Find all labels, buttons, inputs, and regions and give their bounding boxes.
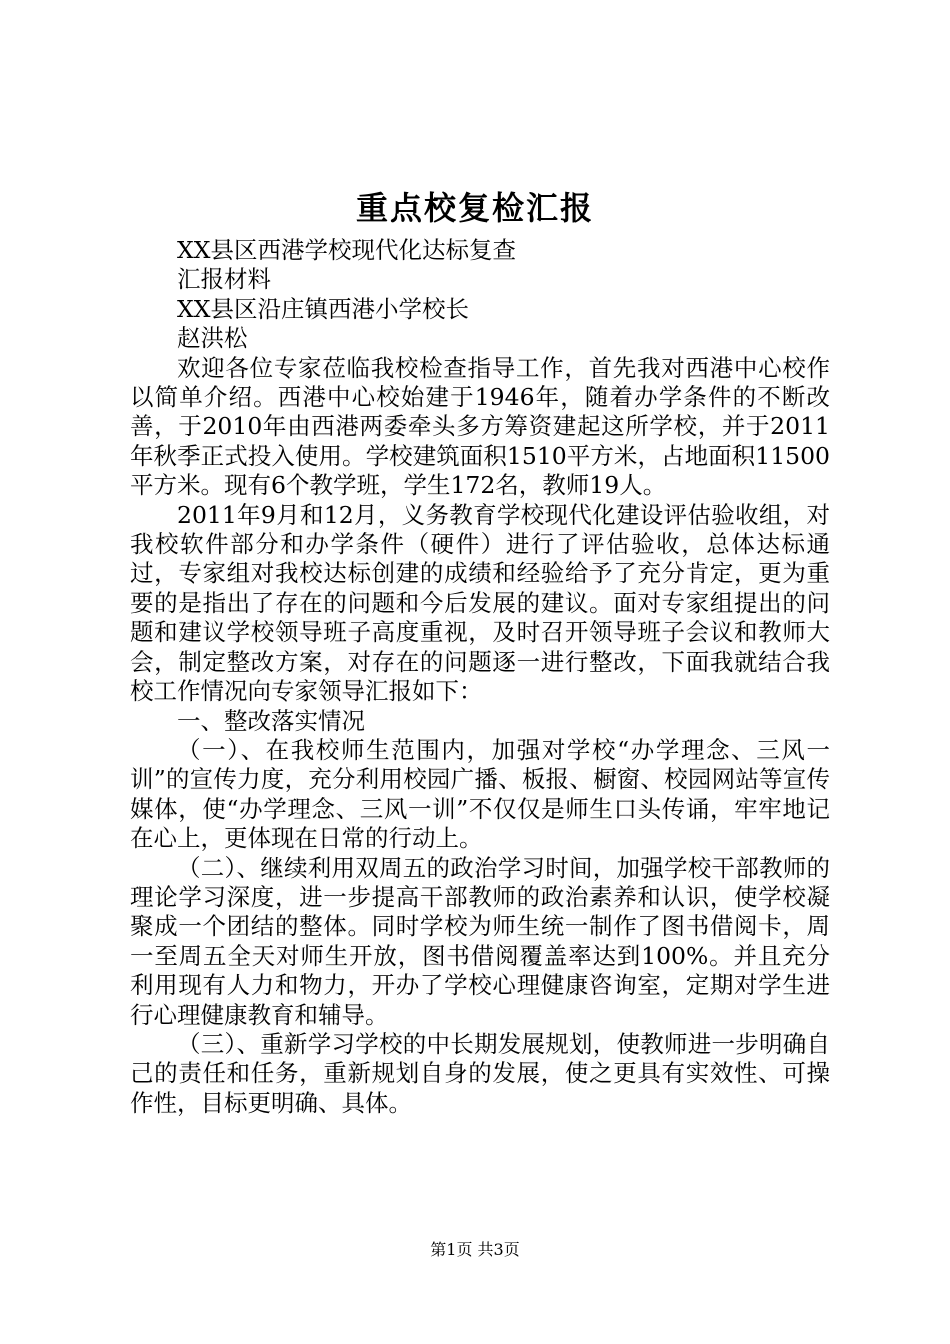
paragraph-intro: 欢迎各位专家莅临我校检查指导工作，首先我对西港中心校作以简单介绍。西港中心校始建于1946年，随着办学条件的不断改善，于2010年由西港两委牵头多方筹资建起这所学校，并于2011年秋季正式投入使用。学校建筑面积1510平方米，占地面积11500平方米。现有6个教学班，学生172名，教师19人。 [130, 353, 830, 500]
page-footer: 第1页 共3页 [430, 1240, 520, 1259]
paragraph-item-1: （一）、在我校师生范围内，加强对学校“办学理念、三风一训”的宣传力度，充分利用校园广播、板报、橱窗、校园网站等宣传媒体，使“办学理念、三风一训”不仅仅是师生口头传诵，牢牢地记在心上，更体现在日常的行动上。 [130, 735, 830, 853]
section-heading-rectification: 一、整改落实情况 [177, 706, 365, 735]
paragraph-item-3: （三）、重新学习学校的中长期发展规划，使教师进一步明确自己的责任和任务，重新规划自身的发展，使之更具有实效性、可操作性，目标更明确、具体。 [130, 1029, 830, 1117]
paragraph-item-2: （二）、继续利用双周五的政治学习时间，加强学校干部教师的理论学习深度，进一步提高干部教师的政治素养和认识，使学校凝聚成一个团结的整体。同时学校为师生统一制作了图书借阅卡，周一至周五全天对师生开放，图书借阅覆盖率达到100%。并且充分利用现有人力和物力，开办了学校心理健康咨询室，定期对学生进行心理健康教育和辅导。 [130, 853, 830, 1029]
document-title: 重点校复检汇报 [355, 189, 594, 227]
header-line-school: XX县区西港学校现代化达标复查 [177, 236, 516, 264]
header-line-principal-title: XX县区沿庄镇西港小学校长 [177, 294, 469, 323]
document-body [130, 236, 830, 1118]
header-line-author: 赵洪松 [177, 324, 248, 353]
header-line-material: 汇报材料 [177, 265, 271, 294]
paragraph-evaluation: 2011年9月和12月，义务教育学校现代化建设评估验收组，对我校软件部分和办学条件（硬件）进行了评估验收，总体达标通过，专家组对我校达标创建的成绩和经验给予了充分肯定，更为重要的是指出了存在的问题和今后发展的建议。面对专家组提出的问题和建议学校领导班子高度重视，及时召开领导班子会议和教师大会，制定整改方案，对存在的问题逐一进行整改，下面我就结合我校工作情况向专家领导汇报如下： [130, 500, 830, 706]
